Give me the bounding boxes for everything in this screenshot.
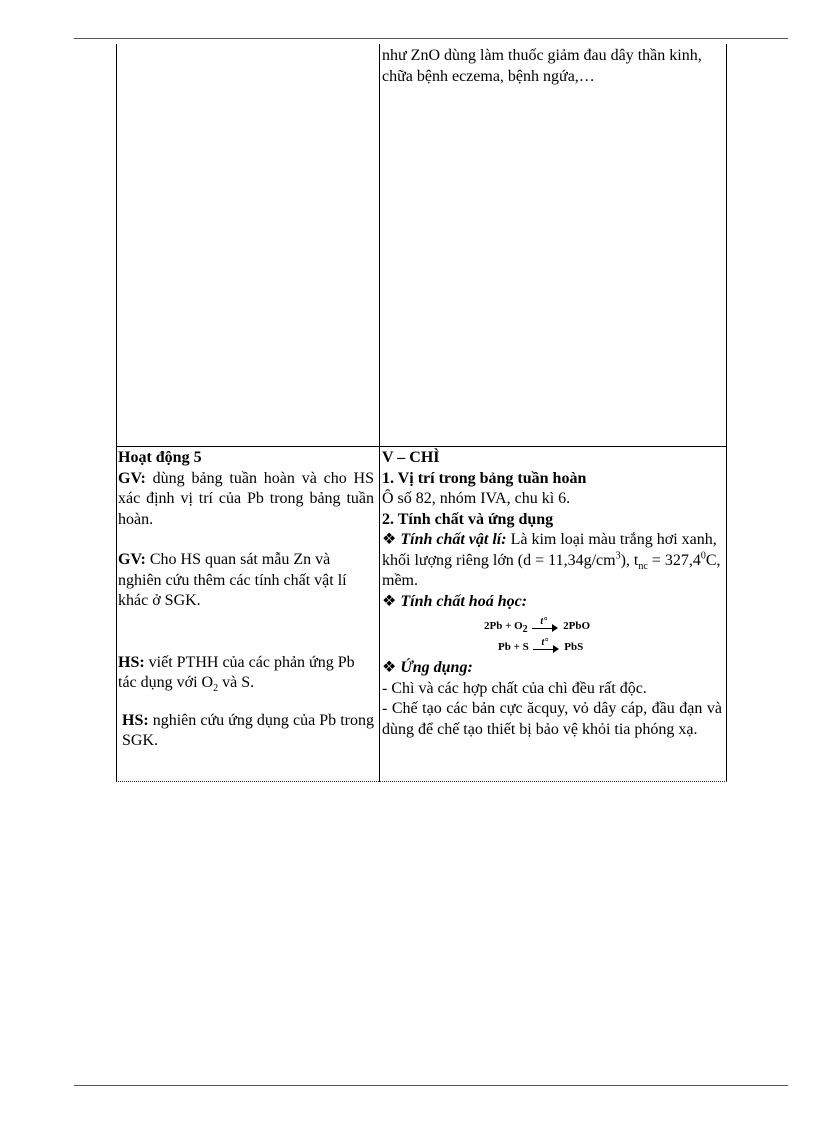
bullet-icon: ❖ bbox=[382, 659, 397, 676]
bullet-icon: ❖ bbox=[382, 592, 397, 610]
gv-instruction-1: GV: dùng bảng tuần hoàn và cho HS xác định vị trí của Pb trong bảng tuần hoàn. bbox=[118, 469, 374, 528]
table-middle-border bbox=[379, 44, 380, 782]
heading-properties: 2. Tính chất và ứng dụng bbox=[382, 510, 554, 528]
use-item-1: - Chì và các hợp chất của chì đều rất độc. bbox=[382, 679, 647, 697]
gv-instruction-2: GV: Cho HS quan sát mẫu Zn và nghiên cứu thêm các tính chất vật lí khác ở SGK. bbox=[118, 551, 347, 609]
lead-content-cell bbox=[382, 448, 722, 740]
hs-task-2: HS: nghiên cứu ứng dụng của Pb trong SGK. bbox=[122, 711, 374, 749]
hs-task-1: HS: viết PTHH của các phản ứng Pb tác dụng với $O_2$ và S. bbox=[118, 653, 355, 695]
bullet-icon: ❖ bbox=[382, 531, 397, 548]
position-text: Ô số 82, nhóm IVA, chu kì 6. bbox=[382, 490, 571, 507]
footer-rule bbox=[74, 1085, 788, 1086]
activity-title: Hoạt động 5 bbox=[118, 449, 202, 466]
equation-pb-o2: $2Pb + O_2$ t° 2PbO bbox=[484, 616, 591, 636]
header-rule bbox=[74, 38, 788, 39]
teacher-activity-cell bbox=[118, 448, 374, 752]
physical-properties: ❖ Tính chất vật lí: Là kim loại màu trắng hơi xanh, khối lượng riêng lớn $(d = 11,34g/cm^3)$, $t_{nc} = 327,4^0C$, mềm. bbox=[382, 531, 721, 589]
zno-text: như ZnO dùng làm thuốc giảm đau dây thần kinh, chữa bệnh eczema, bệnh ngứa,… bbox=[382, 47, 702, 85]
table-left-border bbox=[116, 44, 117, 782]
uses-heading: ❖ Ứng dụng: bbox=[382, 659, 473, 676]
equation-pb-s: Pb + S t° PbS bbox=[498, 637, 584, 653]
chemical-properties-heading: ❖ Tính chất hoá học: bbox=[382, 592, 528, 610]
heading-position: 1. Vị trí trong bảng tuần hoàn bbox=[382, 469, 587, 487]
use-item-2: - Chế tạo các bản cực ăcquy, vỏ dây cáp, đầu đạn và dùng để chế tạo thiết bị bảo vệ khỏi tia phóng xạ. bbox=[382, 700, 722, 738]
row-divider bbox=[116, 446, 727, 447]
table-right-border bbox=[726, 44, 727, 782]
top-right-cell bbox=[382, 46, 720, 87]
table-bottom-border bbox=[116, 781, 727, 782]
section-title: V – CHÌ bbox=[382, 449, 440, 466]
